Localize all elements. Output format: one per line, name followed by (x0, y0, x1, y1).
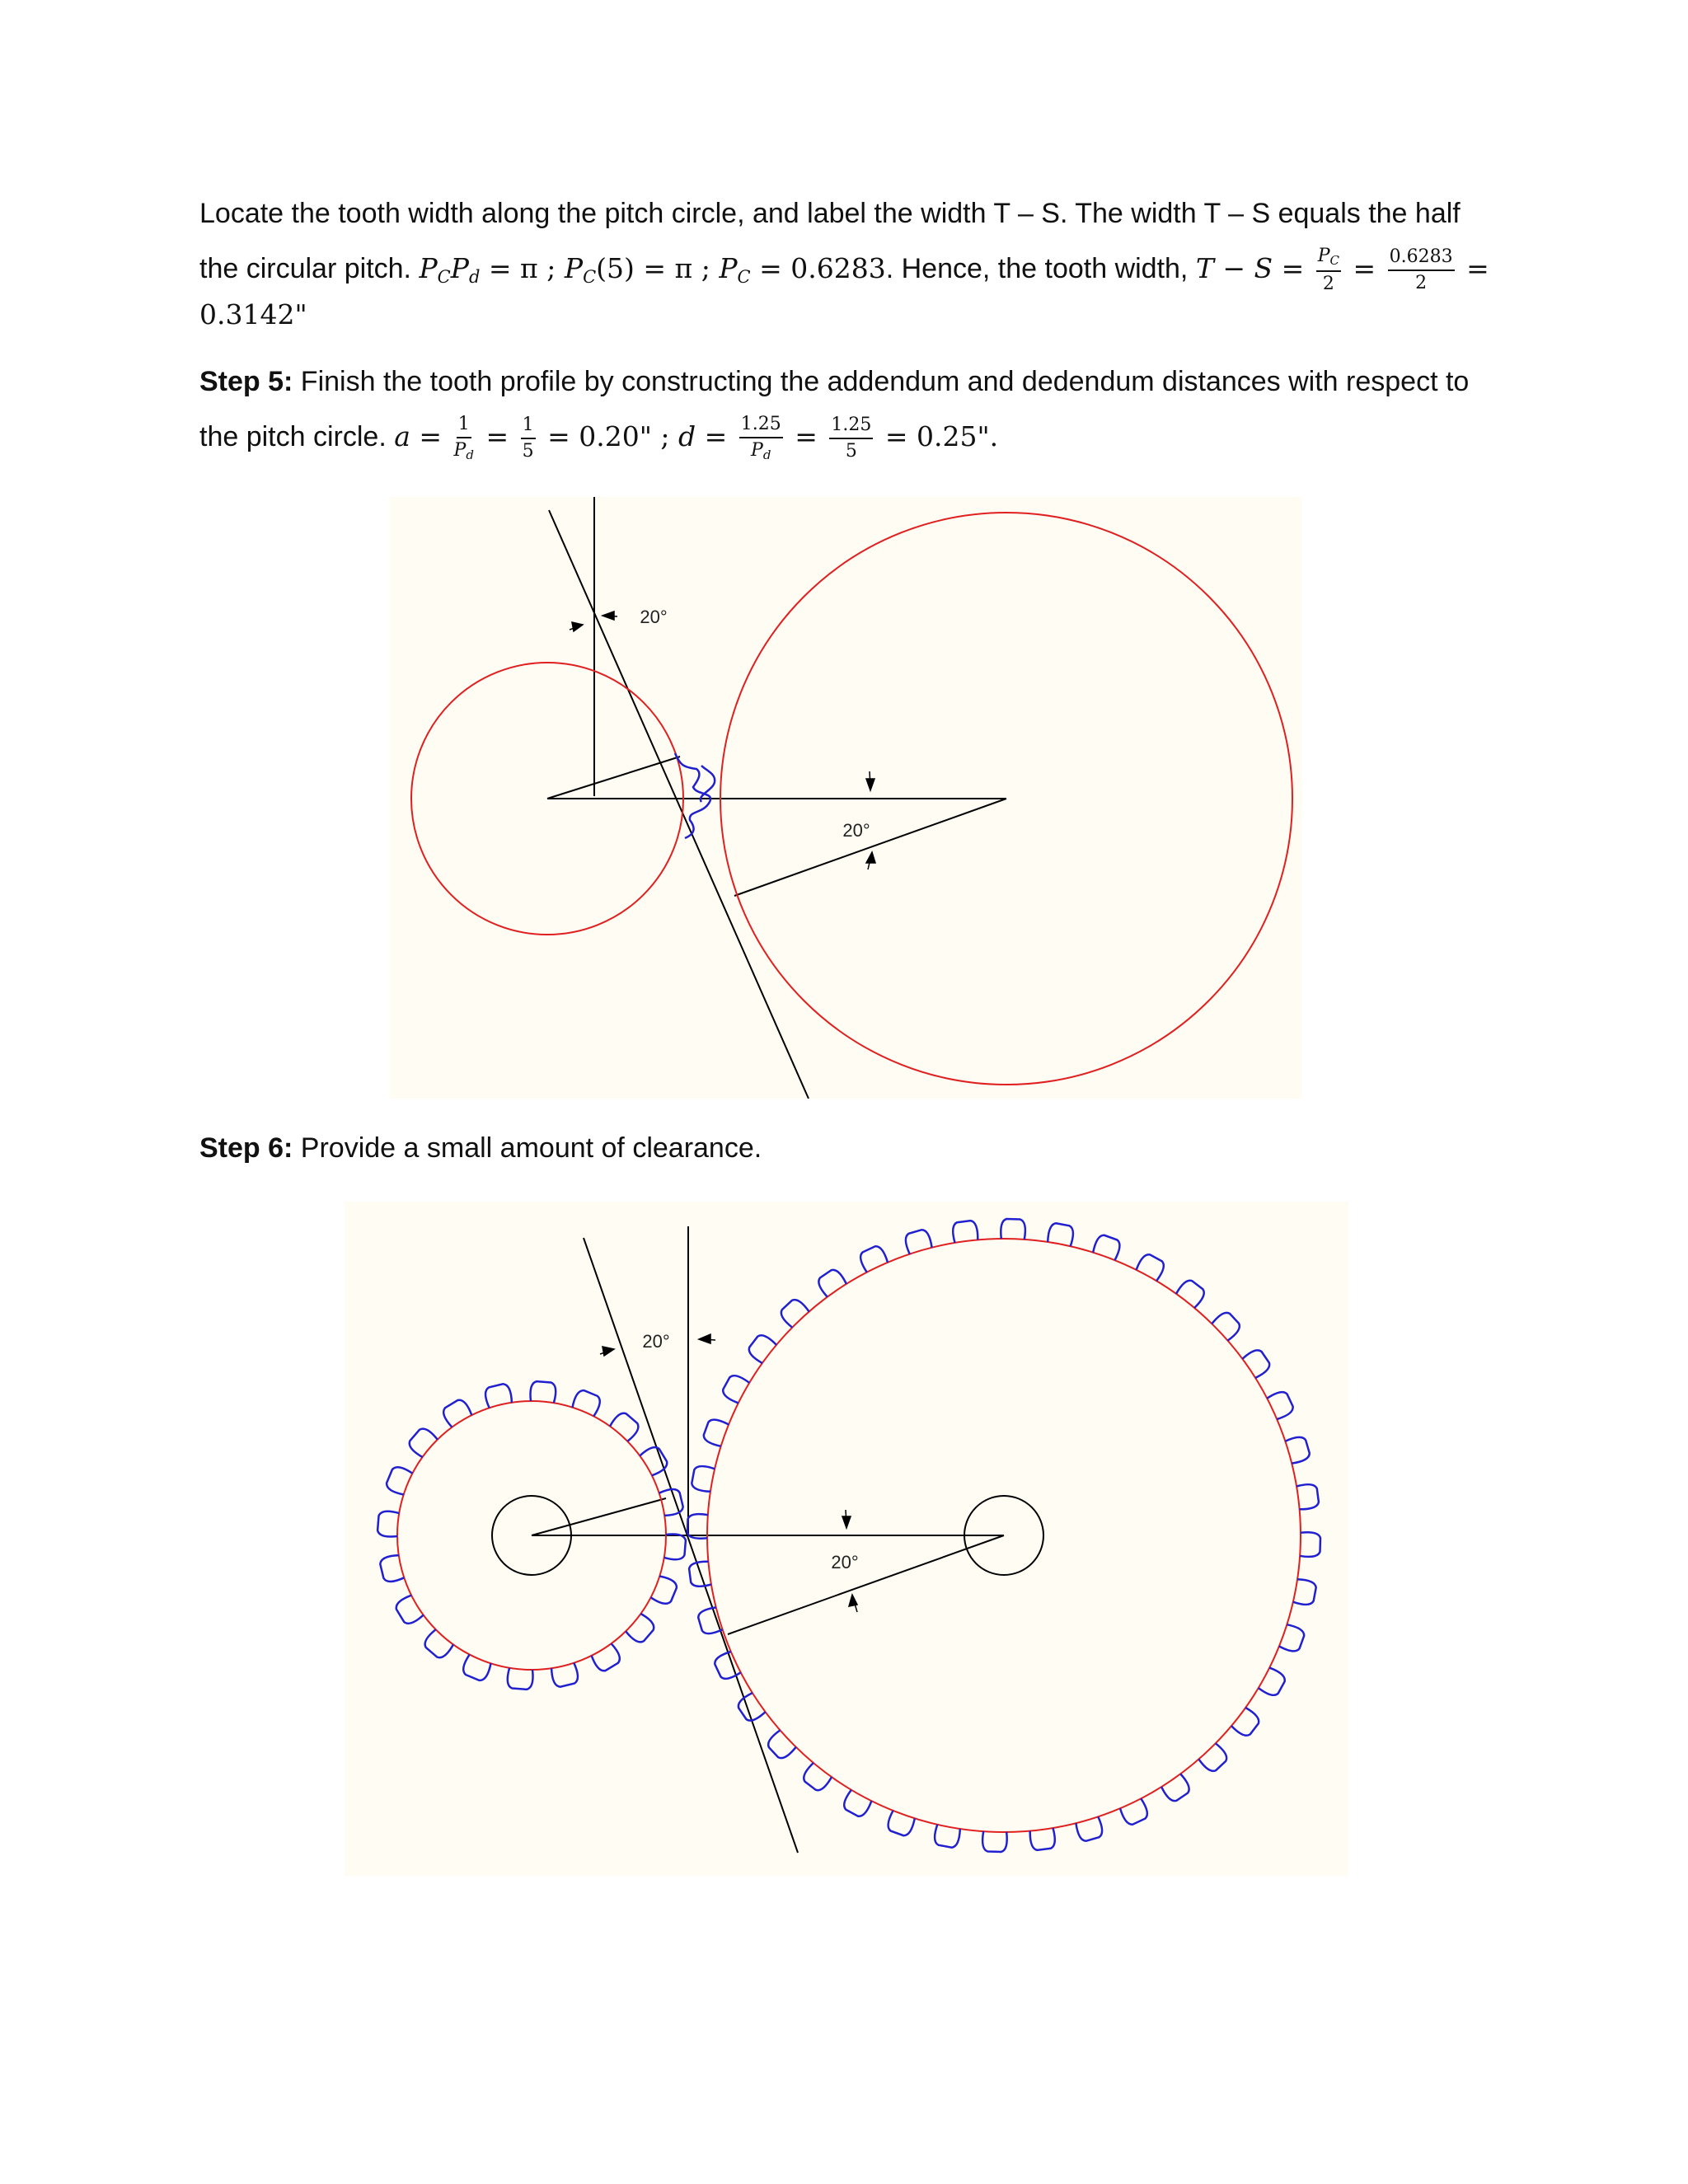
gear-tooth (1001, 1219, 1025, 1240)
small-gear-radius (532, 1498, 666, 1535)
angle-label-top: 20° (642, 1331, 670, 1352)
tooth-profile (701, 766, 715, 802)
gear-tooth (380, 1555, 404, 1582)
line-of-action (549, 510, 809, 1099)
angle-label-top: 20° (640, 607, 668, 627)
step-5-line-2 (199, 415, 998, 462)
gear-tooth (1300, 1532, 1320, 1557)
gear-tooth (982, 1831, 1007, 1852)
large-gear-radius (728, 1535, 1004, 1634)
paragraph-1-line-3: 0.3142" (199, 298, 307, 330)
step-5-text: Finish the tooth profile by constructing the addendum and dedendum distances with respect to (293, 366, 1470, 397)
text-segment: the pitch circle. (199, 421, 395, 452)
step-6-text: Provide a small amount of clearance. (293, 1132, 762, 1164)
figure-step-5-gear-construction (390, 497, 1302, 1099)
step-5-line-1 (199, 366, 1469, 398)
gear-tooth (508, 1668, 533, 1690)
gear-tooth (768, 1730, 796, 1758)
gear-tooth (377, 1511, 399, 1537)
paragraph-1-line-1: Locate the tooth width along the pitch circle, and label the width T – S. The width T – S equals the half (199, 198, 1461, 229)
construction-lines (492, 1226, 1043, 1853)
figure-step-6-meshing-gears (345, 1202, 1348, 1876)
equation-tooth-width: T − S = $\frac{P_C}{2}$ = $\frac{0.6283}{2}$ = (1195, 246, 1489, 294)
construction-lines (547, 497, 1006, 1099)
step-6-line (199, 1132, 762, 1165)
line-of-action (584, 1238, 798, 1853)
equation-pc-pd: $P_CP_d = \pi$ ; $P_C(5) = \pi$ ; $P_C = 0.6283$ (419, 252, 886, 287)
text-segment: the circular pitch. (199, 253, 420, 284)
angle-label-bottom: 20° (842, 820, 870, 841)
large-gear-radius (734, 799, 1006, 896)
gear-tooth (1212, 1313, 1240, 1341)
small-gear-radius (547, 757, 680, 799)
gear-tooth (485, 1384, 512, 1408)
gear-tooth (1198, 1743, 1226, 1771)
gear-tooth (664, 1534, 686, 1559)
text-segment: . Hence, the tooth width, (885, 253, 1196, 284)
gear-tooth (530, 1381, 556, 1403)
angle-label-bottom: 20° (831, 1552, 859, 1572)
gear-tooth (781, 1300, 809, 1328)
paragraph-1-line-2 (199, 247, 1489, 293)
equation-addendum-dedendum: a = $\frac{1}{P_d}$ = $\frac{1}{5}$ = 0.20" ; d = $\frac{1.25}{P_d}$ = $\frac{1.25}{5}$ = 0.25". (394, 414, 999, 462)
gear-tooth (659, 1489, 683, 1516)
fraction-pc-over-2: $\frac{P_C}{2}$ (1317, 246, 1340, 294)
angle-arrows (600, 1334, 857, 1612)
fraction-value-over-2: $\frac{0.6283}{2}$ (1389, 246, 1453, 293)
gear-tooth (551, 1663, 578, 1687)
step-6-label: Step 6: (199, 1132, 293, 1164)
step-5-label: Step 5: (199, 366, 293, 397)
